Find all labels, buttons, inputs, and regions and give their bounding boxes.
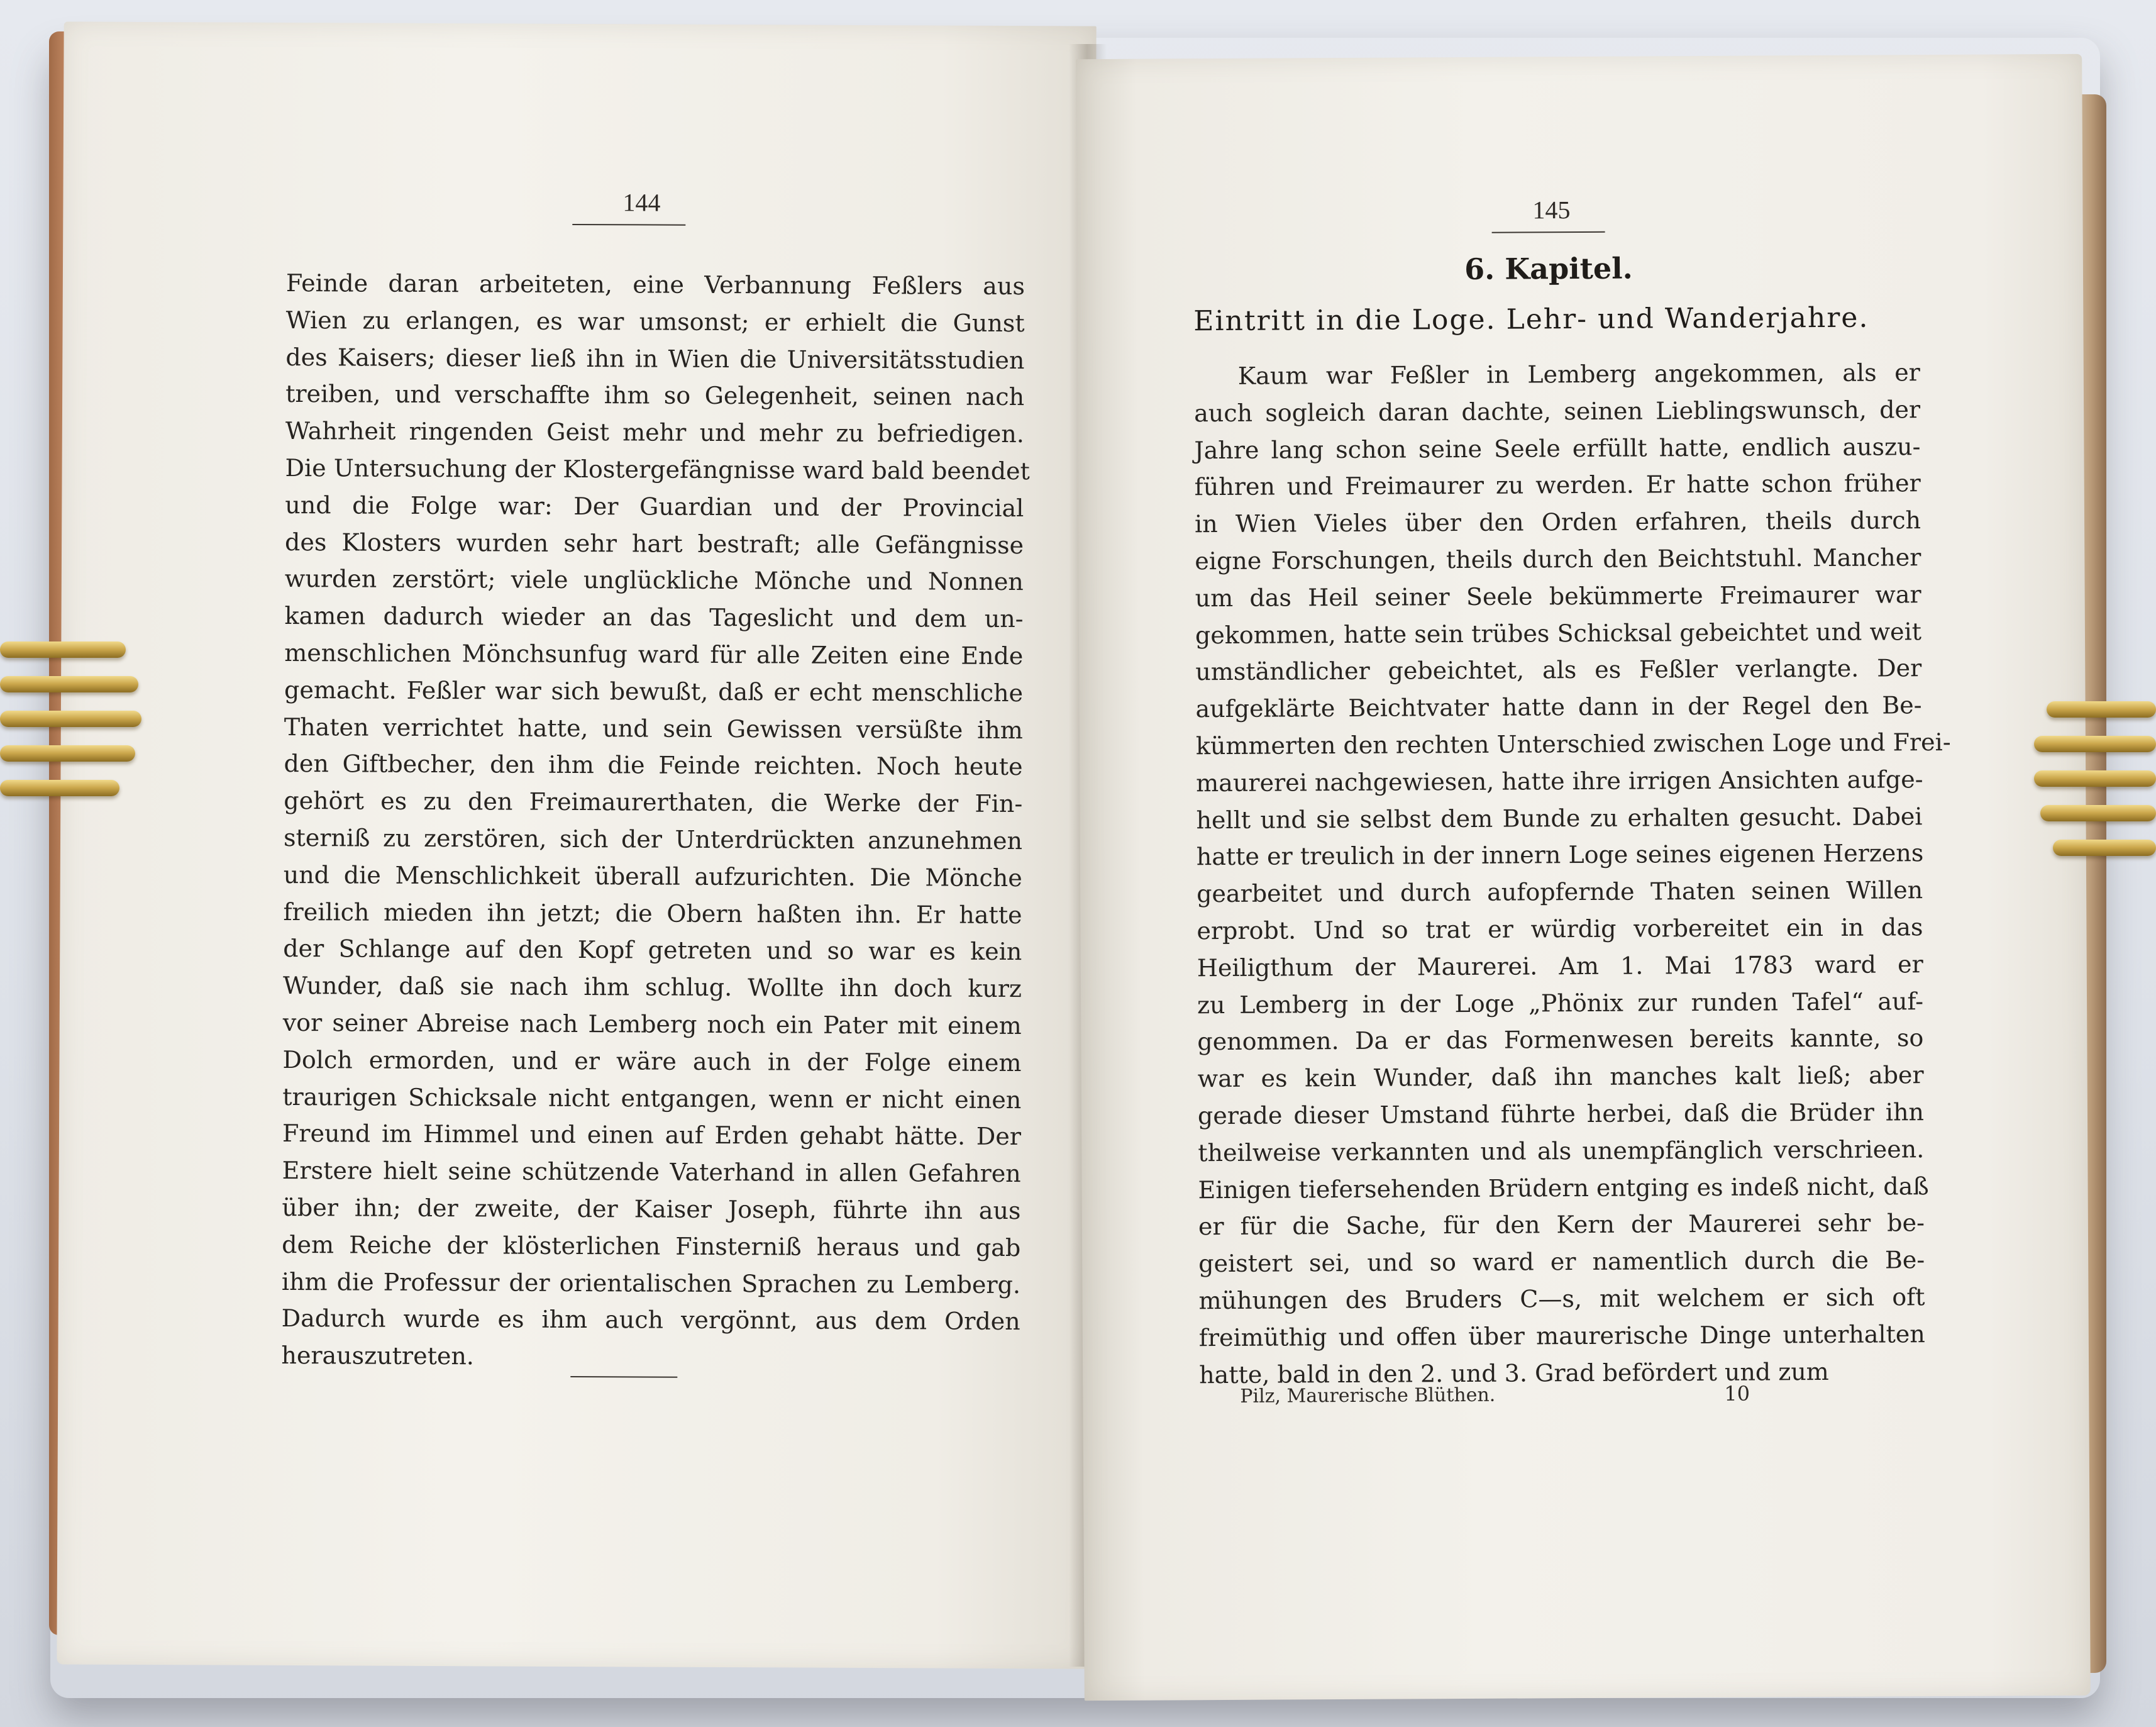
text-line: Wahrheit ringenden Geist mehr und mehr zu befriedigen. <box>285 417 1024 448</box>
text-line: sterniß zu zerstören, sich der Unterdrückten anzunehmen <box>283 823 1023 855</box>
text-line: umständlicher gebeichtet, als es Feßler verlangte. Der <box>1195 654 1922 686</box>
text-line: dem Reiche der klösterlichen Finsterniß heraus und gab <box>282 1230 1021 1262</box>
text-line: zu Lemberg in der Loge „Phönix zur runden Tafel“ auf- <box>1197 987 1924 1019</box>
text-line: kümmerten den rechten Unterschied zwischen Loge und Frei- <box>1195 728 1951 760</box>
text-line: führen und Freimaurer zu werden. Er hatte schon früher <box>1194 469 1921 501</box>
text-line: über ihn; der zweite, der Kaiser Joseph, führte ihn aus <box>282 1193 1021 1225</box>
text-line: Einigen tiefersehenden Brüdern entging es indeß nicht, daß <box>1198 1172 1929 1204</box>
text-line: treiben, und verschaffte ihm so Gelegenheit, seinen nach <box>285 380 1025 411</box>
text-line: maurerei nachgewiesen, hatte ihre irrigen Ansichten aufge- <box>1196 765 1923 797</box>
left-brass-clip <box>0 629 145 818</box>
text-line: kamen dadurch wieder an das Tageslicht und dem un- <box>284 602 1024 633</box>
right-page-number: 145 <box>1532 196 1571 225</box>
text-line: Jahre lang schon seine Seele erfüllt hatte, endlich auszu- <box>1194 432 1921 464</box>
text-line: vor seiner Abreise nach Lemberg noch ein Pater mit einem <box>282 1008 1022 1040</box>
text-line: er für die Sache, für den Kern der Maurerei sehr be- <box>1198 1209 1925 1241</box>
text-line: und die Folge war: Der Guardian und der Provincial <box>285 491 1024 522</box>
text-line: hellt und sie selbst dem Bunde zu erhalten gesucht. Dabei <box>1196 802 1923 834</box>
text-line: Dadurch wurde es ihm auch vergönnt, aus dem Orden <box>281 1304 1020 1336</box>
left-end-rule <box>570 1376 677 1378</box>
text-line: hatte er treulich in der innern Loge seines eigenen Herzens <box>1196 839 1924 871</box>
text-line: der Schlange auf den Kopf getreten und so war es kein <box>283 935 1022 966</box>
text-line: war es kein Wunder, daß ihn manches kalt ließ; aber <box>1197 1061 1924 1093</box>
text-line: gearbeitet und durch aufopfernde Thaten seinen Willen <box>1197 876 1923 908</box>
text-line: hatte, bald in den 2. und 3. Grad befördert und zum <box>1199 1357 1829 1389</box>
text-line: gehört es zu den Freimaurerthaten, die Werke der Fin- <box>284 787 1023 818</box>
text-line: Heiligthum der Maurerei. Am 1. Mai 1783 ward er <box>1197 950 1923 982</box>
text-line: Erstere hielt seine schützende Vaterhand in allen Gefahren <box>282 1157 1021 1188</box>
text-line: eigne Forschungen, theils durch den Beichtstuhl. Mancher <box>1195 543 1921 575</box>
footer-signature: Pilz, Maurerische Blüthen. <box>1240 1384 1496 1408</box>
text-line: freimüthig und offen über maurerische Dinge unterhalten <box>1198 1319 1925 1352</box>
text-line: erprobt. Und so trat er würdig vorbereitet ein in das <box>1197 913 1923 945</box>
text-line: gemacht. Feßler war sich bewußt, daß er echt menschliche <box>284 675 1024 707</box>
text-line: und die Menschlichkeit überall aufzurichten. Die Mönche <box>283 860 1022 892</box>
text-line: Feinde daran arbeiteten, eine Verbannung Feßlers aus <box>285 269 1025 301</box>
text-line: genommen. Da er das Formenwesen bereits kannte, so <box>1197 1024 1924 1056</box>
text-line: Wien zu erlangen, es war umsonst; er erhielt die Gunst <box>285 306 1025 337</box>
chapter-number: 6. Kapitel. <box>1464 251 1633 286</box>
text-line: den Giftbecher, den ihm die Feinde reichten. Noch heute <box>284 750 1023 781</box>
text-line: aufgeklärte Beichtvater hatte dann in der Regel den Be- <box>1195 691 1922 723</box>
right-brass-clip <box>2034 689 2156 877</box>
right-page <box>1076 54 2091 1701</box>
right-page-body <box>1194 354 1951 1393</box>
text-line: des Kaisers; dieser ließ ihn in Wien die Universitätsstudien <box>285 343 1025 374</box>
text-line: Freund im Himmel und einen auf Erden gehabt hätte. Der <box>282 1119 1022 1151</box>
text-line: menschlichen Mönchsunfug ward für alle Zeiten eine Ende <box>284 638 1024 670</box>
chapter-title: Eintritt in die Loge. Lehr- und Wanderjahre. <box>1193 301 1869 338</box>
text-line: Kaum war Feßler in Lemberg angekommen, als er <box>1237 358 1920 390</box>
left-page-number: 144 <box>622 188 661 217</box>
text-line: Dolch ermorden, und er wäre auch in der Folge einem <box>282 1045 1022 1077</box>
text-line: Thaten verrichtet hatte, und sein Gewissen versüßte ihm <box>284 713 1023 744</box>
left-header-rule <box>572 224 685 226</box>
right-header-rule <box>1492 231 1605 233</box>
text-line: traurigen Schicksale nicht entgangen, wenn er nicht einen <box>282 1082 1022 1114</box>
left-page-body <box>281 265 1030 1377</box>
text-line: herauszutreten. <box>281 1341 475 1370</box>
text-line: gekommen, hatte sein trübes Schicksal gebeichtet und weit <box>1195 617 1922 649</box>
text-line: freilich mieden ihn jetzt; die Obern haßten ihn. Er hatte <box>283 897 1022 929</box>
text-line: Wunder, daß sie nach ihm schlug. Wollte ihn doch kurz <box>282 972 1022 1003</box>
left-page <box>57 21 1096 1669</box>
text-line: auch sogleich daran dachte, seinen Lieblingswunsch, der <box>1194 395 1921 428</box>
footer-sheet-number: 10 <box>1724 1381 1750 1406</box>
text-line: in Wien Vieles über den Orden erfahren, theils durch <box>1194 506 1921 538</box>
text-line: mühungen des Bruders C—s, mit welchem er sich oft <box>1198 1283 1925 1315</box>
text-line: um das Heil seiner Seele bekümmerte Freimaurer war <box>1195 580 1921 613</box>
text-line: gerade dieser Umstand führte herbei, daß die Brüder ihn <box>1197 1098 1925 1130</box>
text-line: wurden zerstört; viele unglückliche Mönche und Nonnen <box>284 565 1024 596</box>
text-line: des Klosters wurden sehr hart bestraft; alle Gefängnisse <box>285 528 1024 559</box>
text-line: Die Untersuchung der Klostergefängnisse ward bald beendet <box>285 453 1030 486</box>
text-line: ihm die Professur der orientalischen Sprachen zu Lemberg. <box>281 1267 1021 1299</box>
text-line: geistert sei, und so ward er namentlich durch die Be- <box>1198 1246 1925 1278</box>
text-line: theilweise verkannten und als unempfänglich verschrieen. <box>1198 1135 1925 1167</box>
